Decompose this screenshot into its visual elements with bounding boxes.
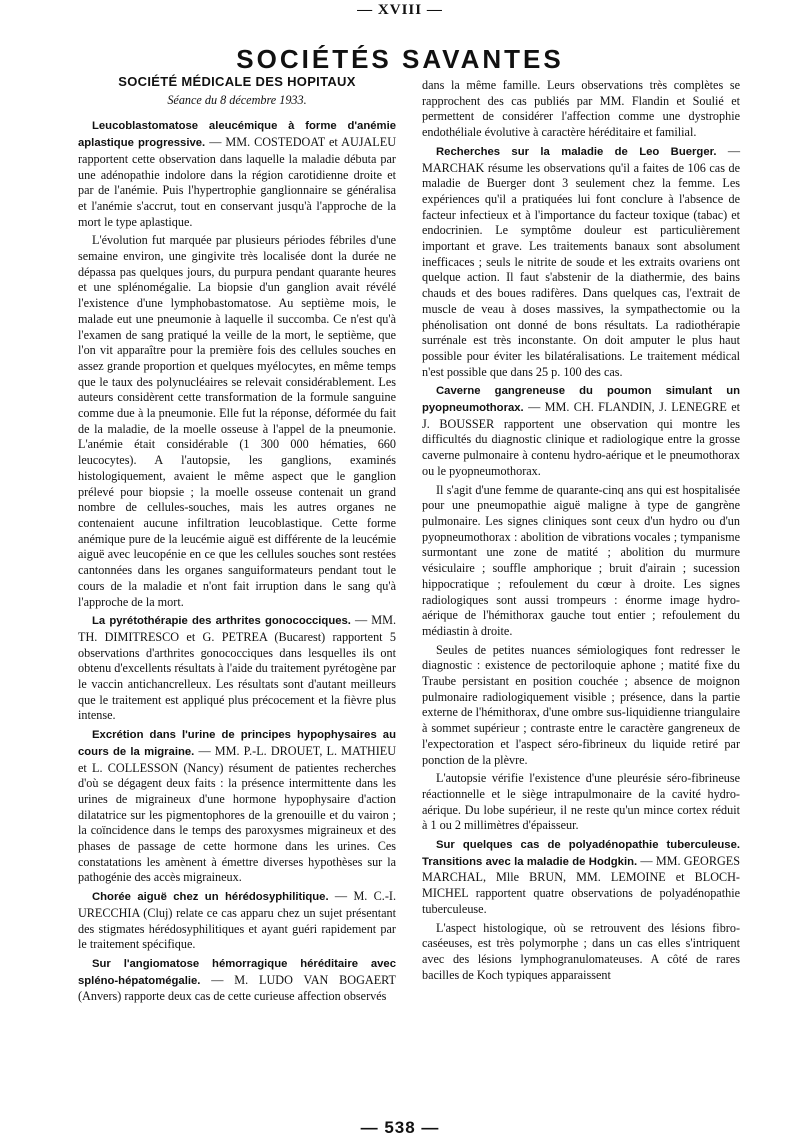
article-paragraph: Seules de petites nuances sémiologiques font redresser le diagnostic : existence de pectoriloquie aphone ; matité fixe du Traube persistant en position couchée ; absence de moignon pulmonaire radiologiquement visible ; présence, dans la partie externe de l'hémithorax, d'une ombre sus-liquidienne triangulaire à sommet supérieur ; contraste entre le caractère gangreneux de l'expectoration et l'aspect séro-fibrineux du liquide retiré par ponction de la plèvre.: [422, 642, 740, 767]
article-body: — MM. P.-L. DROUET, L. MATHIEU et L. COLLESSON (Nancy) résument de patientes recherches d'où se dégagent deux faits : la présence intermittente dans les urines de migraineux d'une hormone hypophysaire d'action dilatatrice sur les pigmentophores de la grenouille et du vairon ; la coïncidence dans le temps des paroxysmes migraineux et des phases de passage de cette hormone dans les urines. Ces constatations les amènent à émettre diverses hypothèses sur la pathogénie des accès migraineux.: [78, 743, 397, 885]
article-paragraph: L'évolution fut marquée par plusieurs périodes fébriles d'une semaine environ, une gingivite très localisée dont la durée ne dépassa pas quelques jours, du purpura pendant quarante heures et une splénomégalie. La biopsie d'un ganglion avait révélé l'existence d'une lymphobastomatose. Au septième mois, le malade eut une pneumonie à laquelle il succomba. Ce n'est qu'à l'examen de sang pratiqué la veille de la mort, le septième, que l'on vit apparaître pour la première fois des cellules souches en assez grande proportion et quelques myélocytes, en même temps que le taux des polynucléaires se relevait considérablement. Les auteurs considèrent cette transformation de la formule sanguine comme due à la pneumonie. Elle fut la réponse, déformée du fait de la maladie, de la moelle osseuse à l'appel de la pneumonie. L'anémie était considérable (1 300 000 hématies, 660 leucocytes). A l'autopsie, les ganglions, examinés histologiquement, avaient le même aspect que le ganglion prélevé pour biopsie ; la moelle osseuse contenait un grand nombre de cellules-souches, mais les autres organes ne contenaient aucune infiltration leucoblastique. Cette forme anémique pure de la leucémie aiguë est différente de la leucémie aiguë avec leucopénie en ce que les cellules souches sont restées cantonnées dans les organes sanguiformateurs pendant tout le cours de la maladie et n'ont fait irruption dans le sang qu'à l'approche de la mort.: [78, 233, 396, 609]
article-paragraph: L'autopsie vérifie l'existence d'une pleurésie séro-fibrineuse réactionnelle et le siège intrapulmonaire de la cavité hydro-aérique. Du lobe supérieur, il ne reste qu'un mince cortex réduit à 1 ou 2 millimètres d'épaisseur.: [422, 771, 740, 833]
page-number: — 538 —: [360, 1118, 440, 1137]
article-paragraph: Il s'agit d'une femme de quarante-cinq ans qui est hospitalisée pour une pneumopathie aiguë maligne à type de gangrène pulmonaire. Les signes cliniques sont ceux d'un hydro ou d'un pyopneumothorax : abolition de vibrations vocales ; tympanisme surmontant une zone de matité ; abolition du murmure vésiculaire ; souffle amphorique ; bruit d'airain ; sucession hippocratique ; refoulement du cœur à droite. Les signes radiologiques sont aussi trompeurs : énorme image hydro-aérique de l'hémithorax gauche tout entier ; refoulement du médiastin à droite.: [422, 482, 740, 638]
article-body: — MM. TH. DIMITRESCO et G. PETREA (Bucarest) rapportent 5 observations d'arthrites gonococciques dans lesquelles ils ont obtenu d'excellents résultats à l'aide du traitement pyrétogène par le vaccin antichancrelleux. Les résultats sont d'autant meilleurs que le traitement est appliqué plus précocement et la fièvre plus intense.: [78, 613, 396, 723]
article-body: — M. C.-I. URECCHIA (Cluj) relate ce cas apparu chez un sujet présentant des stigmates hérédosyphilitiques et ayant guéri rapidement par le traitement spécifique.: [78, 889, 396, 952]
article-body: — MM. COSTEDOAT et AUJALEU rapportent cette observation dans laquelle la maladie débuta par une adénopathie indolore dans la région carotidienne droite et par de l'anémie. Puis l'hypertrophie ganglionnaire se généralisa et l'anémie s'accrut, tout en conservant jusqu'à l'approche de la mort le type aplastique.: [78, 135, 396, 229]
article-heading: Chorée aiguë chez un hérédosyphilitique.: [92, 891, 329, 904]
article-body: — M. LUDO VAN BOGAERT (Anvers) rapporte deux cas de cette curieuse affection observés: [78, 972, 396, 1004]
article-heading: La pyrétothérapie des arthrites gonococciques.: [92, 615, 351, 628]
section-title: SOCIÉTÉ MÉDICALE DES HOPITAUX: [118, 74, 356, 89]
article-caverne-gangreneuse: [422, 383, 740, 479]
left-column: [78, 74, 396, 1005]
article-pyretotherapie: [78, 613, 396, 724]
article-leucoblastomatose: [78, 118, 396, 230]
article-heading: Sur quelques cas de polyadénopathie tuberculeuse. Transitions avec la maladie de Hodgkin.: [422, 839, 740, 868]
article-heading: Recherches sur la maladie de Leo Buerger.: [436, 145, 717, 158]
article-body: — MM. GEORGES MARCHAL, Mlle BRUN, MM. LEMOINE et BLOCH-MICHEL rapportent quatre observations de polyadénopathie tuberculeuse.: [422, 853, 741, 916]
folio-header: — XVIII —: [357, 2, 443, 18]
article-heading: Caverne gangreneuse du poumon simulant un pyopneumothorax.: [422, 385, 740, 415]
article-heading: Sur l'angiomatose hémorragique héréditaire avec spléno-hépatomégalie.: [78, 957, 396, 987]
masthead-title: SOCIÉTÉS SAVANTES: [236, 44, 564, 74]
article-continuation: dans la même famille. Leurs observations très complètes se rapprochent des cas publiés par MM. Flandin et Soulié et permettent de considérer l'affection comme une dystrophie endothéliale évolutive à caractère héréditaire et familial.: [422, 78, 740, 140]
article-body: — MM. CH. FLANDIN, J. LENEGRE et J. BOUSSER rapportent une observation qui montre les difficultés du diagnostic clinique et radiologique entre la grosse caverne pulmonaire à contenu hydro-aérique et le pneumothorax ou le pyopneumothorax.: [422, 400, 741, 478]
article-heading: Leucoblastomatose aleucémique à forme d'anémie aplastique progressive.: [78, 120, 396, 150]
seance-date: Séance du 8 décembre 1933.: [167, 92, 307, 107]
article-buerger: [422, 144, 740, 381]
article-choree: [78, 889, 396, 953]
article-body: — MARCHAK résume les observations qu'il a faites de 106 cas de maladie de Buerger dont 3 seulement chez la femme. Les expériences qu'il a pratiquées lui font conclure à l'absence de facteur infectieux et à l'importance du facteur toxique (tabac) et endocrinien. Le symptôme douleur est particulièrement important et grave. Les traitements banaux sont absolument inefficaces ; seuls le nitrite de soude et les extraits ovariens ont quelque action. Il faut s'abstenir de la diathermie, des bains chauds et des boues radifères. Dans quelques cas, l'extrait de muscle de veau à doses massives, la sympathectomie ou la phénolisation ont donné de bons résultats. La radiothérapie surrénale est très inconstante. On doit amputer le plus haut possible pour éviter les bilatéralisations. Le traitement médical n'est possible que dans 25 p. 100 des cas.: [422, 143, 741, 379]
article-paragraph: L'aspect histologique, où se retrouvent des lésions fibro-caséeuses, est très polymorphe ; dans un cas elles s'intriquent avec des lésions lymphogranulomateuses. A côté de rares bacilles de Koch typiques apparaissent: [422, 920, 740, 982]
article-heading: Excrétion dans l'urine de principes hypophysaires au cours de la migraine.: [78, 729, 396, 758]
right-column: [422, 78, 740, 983]
article-excretion-urine: [78, 727, 396, 886]
article-polyadenopathie: [422, 837, 740, 918]
article-angiomatose: [78, 956, 396, 1005]
